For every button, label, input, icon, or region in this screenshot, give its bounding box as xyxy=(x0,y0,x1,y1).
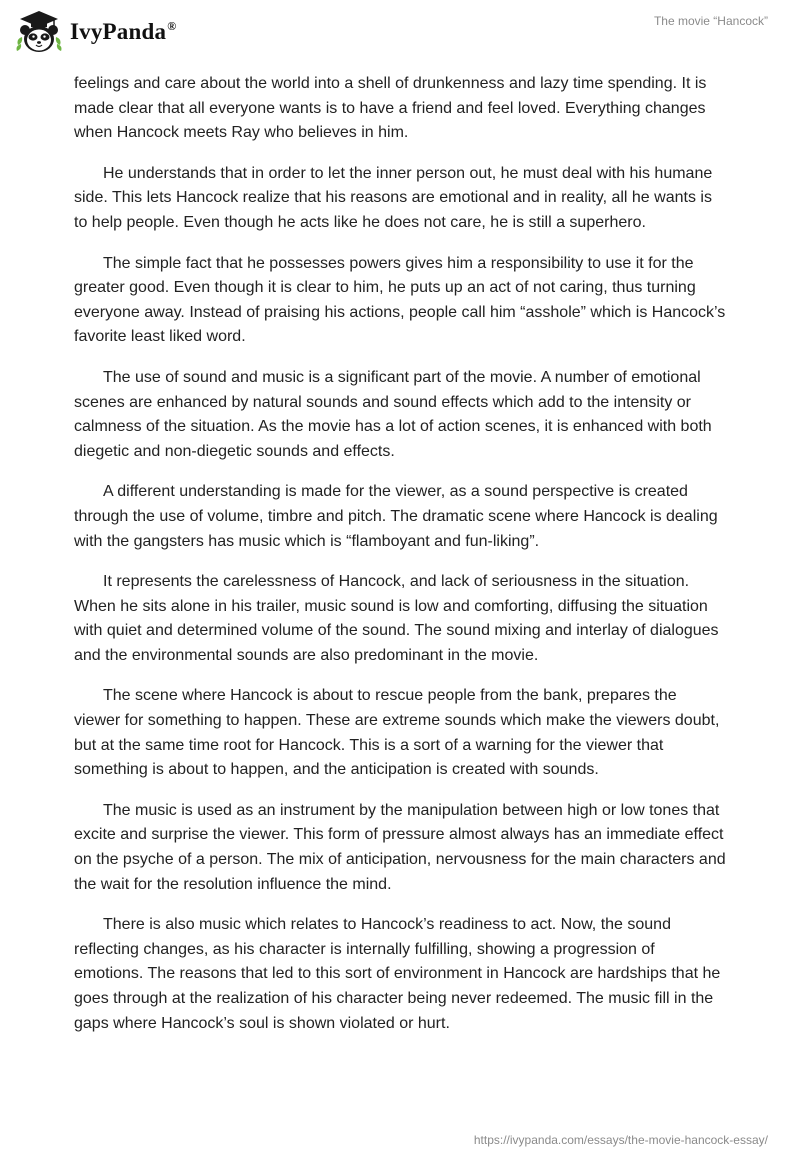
brand-logo[interactable] xyxy=(14,9,176,55)
paragraph: The use of sound and music is a significant part of the movie. A number of emotional scenes are enhanced by natural sounds and sound effects which add to the intensity or calmness of the situation. As the movie has a lot of action scenes, it is enhanced with both diegetic and non-diegetic sounds and effects. xyxy=(74,368,712,460)
panda-graduate-icon xyxy=(14,9,64,55)
source-url-link[interactable]: https://ivypanda.com/essays/the-movie-hancock-essay/ xyxy=(473,1133,768,1147)
document-title: The movie “Hancock” xyxy=(653,14,768,28)
essay-body xyxy=(74,72,726,1052)
paragraph: The simple fact that he possesses powers gives him a responsibility to use it for the greater good. Even though it is clear to him, he puts up an act of not caring, thus turning everyone away. Instead of praising his actions, people call him “asshole” which is Hancock’s favorite least liked word. xyxy=(74,254,726,346)
paragraph: It represents the carelessness of Hancock, and lack of seriousness in the situation. When he sits alone in his trailer, music sound is low and comforting, diffusing the situation with quiet and determined volume of the sound. The sound mixing and interlay of dialogues and the environmental sounds are also predominant in the movie. xyxy=(74,573,719,664)
paragraph: feelings and care about the world into a shell of drunkenness and lazy time spending. It is made clear that all everyone wants is to have a friend and feel loved. Everything changes when Hancock meets Ray who believes in him. xyxy=(74,75,707,142)
paragraph: A different understanding is made for the viewer, as a sound perspective is created through the use of volume, timbre and pitch. The dramatic scene where Hancock is dealing with the gangsters has music which is “flamboyant and fun-liking”. xyxy=(74,483,718,550)
brand-name xyxy=(70,19,176,45)
paragraph: The music is used as an instrument by the manipulation between high or low tones that excite and surprise the viewer. This form of pressure almost always has an immediate effect on the psyche of a person. The mix of anticipation, nervousness for the main characters and the wait for the resolution influence the mind. xyxy=(74,801,726,893)
brand-name-text: IvyPanda xyxy=(70,19,167,44)
registered-mark: ® xyxy=(167,19,177,34)
paragraph: He understands that in order to let the inner person out, he must deal with his humane side. This lets Hancock realize that his reasons are emotional and in reality, all he wants is to help people. Even though he acts like he does not care, he is still a superhero. xyxy=(74,164,713,231)
paragraph: There is also music which relates to Hancock’s readiness to act. Now, the sound reflecting changes, as his character is internally fulfilling, showing a progression of emotions. The reasons that led to this sort of environment in Hancock are hardships that he goes through at the realization of his character being never redeemed. The music fill in the gaps where Hancock’s soul is shown violated or hurt. xyxy=(74,916,721,1032)
page-header xyxy=(0,0,800,70)
paragraph: The scene where Hancock is about to rescue people from the bank, prepares the viewer for something to happen. These are extreme sounds which make the viewers doubt, but at the same time root for Hancock. This is a sort of a warning for the viewer that something is about to happen, and the anticipation is created with sounds. xyxy=(74,687,720,779)
